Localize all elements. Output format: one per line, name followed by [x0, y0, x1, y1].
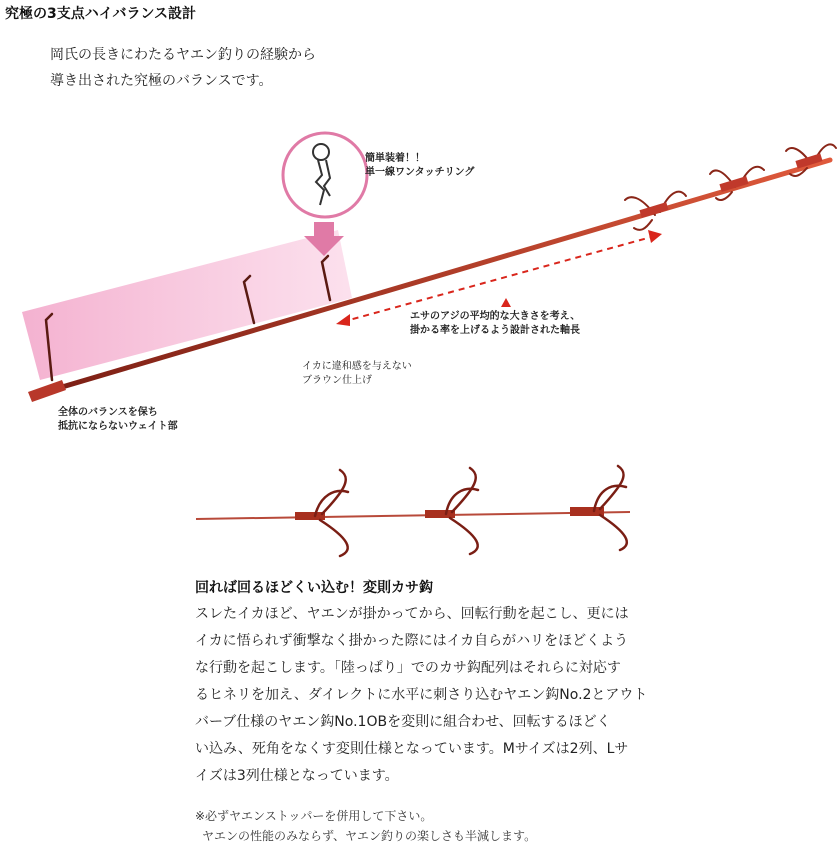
- highlight-band: [22, 230, 352, 380]
- note-line: ※必ずヤエンストッパーを併用して下さい。: [195, 809, 433, 823]
- brown-callout-line: イカに違和感を与えない: [302, 361, 412, 372]
- weight-part: [28, 380, 66, 402]
- brown-callout-line: ブラウン仕上げ: [302, 375, 372, 386]
- rod-shaft: [35, 160, 830, 395]
- note-line: ヤエンの性能のみならず、ヤエン釣りの楽しさも半減します。: [202, 829, 537, 843]
- shaft-callout-line: エサのアジの平均的な大きさを考え、: [410, 311, 581, 322]
- callout-marker: [501, 298, 511, 307]
- body-line: イズは3列仕様となっています。: [195, 768, 399, 784]
- section2-title: 回れば回るほどくい込む！変則カサ鈎: [195, 580, 433, 596]
- section1-title: 究極の3支点ハイバランス設計: [5, 6, 197, 22]
- body-line: イカに悟られず衝撃なく掛かった際にはイカ自らがハリをほどくよう: [195, 633, 629, 649]
- shaft-callout-line: 掛かる率を上げるよう設計された軸長: [410, 325, 580, 336]
- intro-line: 岡氏の長きにわたるヤエン釣りの経験から: [50, 47, 316, 63]
- umbrella-hook-diagram: [196, 466, 630, 556]
- intro-line: 導き出された究極のバランスです。: [50, 73, 273, 89]
- body-line: な行動を起こします。「陸っぱり」でのカサ鈎配列はそれらに対応す: [195, 660, 621, 676]
- body-line: スレたイカほど、ヤエンが掛かってから、回転行動を起こし、更には: [195, 606, 629, 622]
- body-line: るヒネリを加え、ダイレクトに水平に刺さり込むヤエン鈎No.2とアウト: [195, 687, 648, 703]
- weight-callout-line: 全体のバランスを保ち: [58, 407, 158, 418]
- body-line: バーブ仕様のヤエン鈎No.1OBを変則に組合わせ、回転するほどく: [195, 714, 611, 730]
- body-line: い込み、死角をなくす変則仕様となっています。Mサイズは2列、Lサ: [195, 741, 629, 757]
- ring-callout-line: 簡単装着！！: [365, 153, 425, 164]
- weight-callout-line: 抵抗にならないウェイト部: [58, 421, 178, 432]
- ring-callout-line: 単一線ワンタッチリング: [365, 167, 475, 178]
